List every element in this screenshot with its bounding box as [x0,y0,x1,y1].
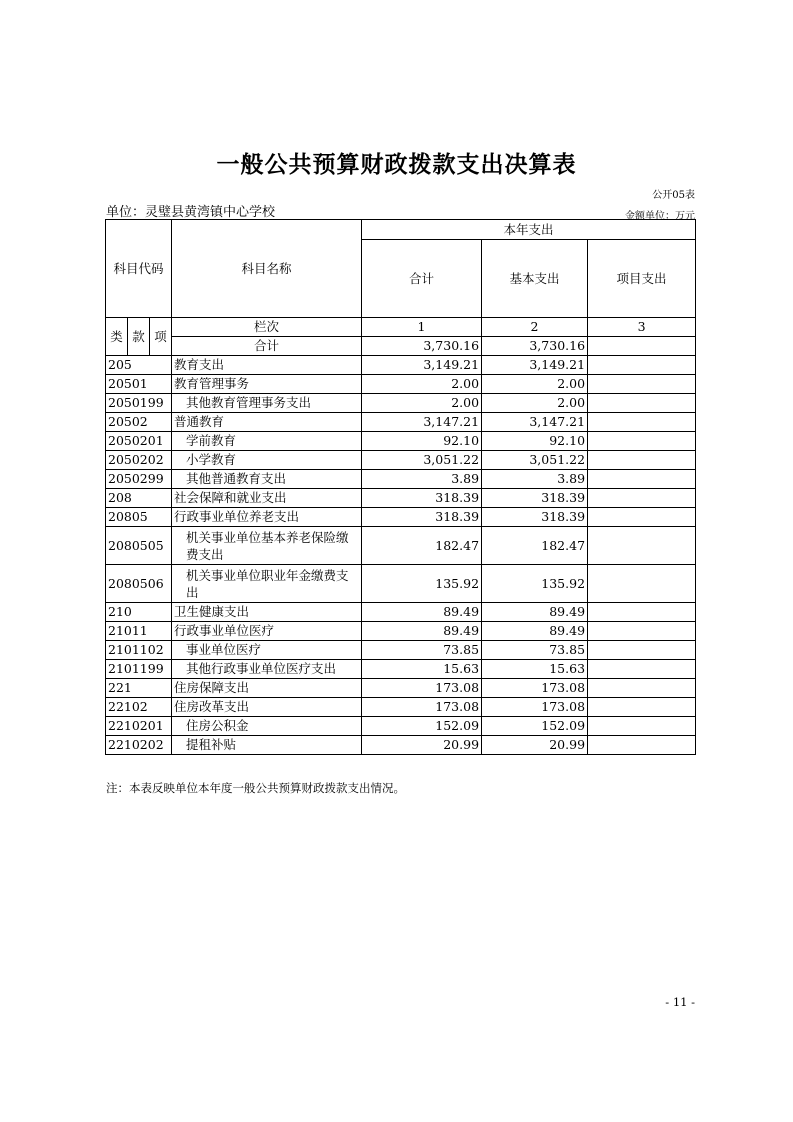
form-number: 公开05表 [652,190,695,201]
row-code: 20501 [106,375,172,394]
row-project [588,622,696,641]
row-code: 22102 [106,698,172,717]
table-row [106,527,696,565]
row-total: 135.92 [362,565,482,603]
row-name: 小学教育 [172,451,362,470]
row-basic: 135.92 [482,565,588,603]
row-basic: 182.47 [482,527,588,565]
column-number-3: 3 [588,318,696,337]
table-row [106,508,696,527]
row-total: 3,149.21 [362,356,482,375]
row-basic: 152.09 [482,717,588,736]
table-row [106,622,696,641]
row-code: 210 [106,603,172,622]
page-title: 一般公共预算财政拨款支出决算表 [216,152,577,178]
row-project [588,451,696,470]
row-name: 行政事业单位医疗 [172,622,362,641]
total-row-basic: 3,730.16 [482,337,588,356]
row-basic: 318.39 [482,508,588,527]
row-total: 3.89 [362,470,482,489]
row-project [588,375,696,394]
table-row [106,736,696,755]
row-project [588,413,696,432]
table-row [106,413,696,432]
row-name: 其他教育管理事务支出 [172,394,362,413]
footnote: 注：本表反映单位本年度一般公共预算财政拨款支出情况。 [106,781,405,795]
row-name: 机关事业单位基本养老保险缴费支出 [172,527,362,565]
row-name: 事业单位医疗 [172,641,362,660]
header-code: 科目代码 [106,220,172,318]
row-code: 2050299 [106,470,172,489]
row-total: 173.08 [362,679,482,698]
row-project [588,508,696,527]
total-row-label: 合计 [172,337,362,356]
row-code: 21011 [106,622,172,641]
row-total: 3,147.21 [362,413,482,432]
row-code: 20805 [106,508,172,527]
row-total: 318.39 [362,489,482,508]
row-total: 3,051.22 [362,451,482,470]
row-name: 其他普通教育支出 [172,470,362,489]
row-code: 2080505 [106,527,172,565]
row-code: 221 [106,679,172,698]
row-code: 2050202 [106,451,172,470]
row-code: 2210202 [106,736,172,755]
table-row [106,698,696,717]
header-total: 合计 [362,240,482,318]
row-code: 2050201 [106,432,172,451]
row-code: 2210201 [106,717,172,736]
row-name: 住房改革支出 [172,698,362,717]
header-name: 科目名称 [172,220,362,318]
row-basic: 15.63 [482,660,588,679]
row-name: 机关事业单位职业年金缴费支出 [172,565,362,603]
header-lei: 类 [106,318,128,356]
table-row [106,375,696,394]
total-row-total: 3,730.16 [362,337,482,356]
row-basic: 3.89 [482,470,588,489]
table-row [106,394,696,413]
page-number: - 11 - [665,995,695,1009]
row-total: 173.08 [362,698,482,717]
row-total: 318.39 [362,508,482,527]
row-basic: 173.08 [482,698,588,717]
header-this-year: 本年支出 [362,220,696,240]
row-project [588,660,696,679]
row-project [588,356,696,375]
row-project [588,603,696,622]
row-name: 行政事业单位养老支出 [172,508,362,527]
row-name: 住房公积金 [172,717,362,736]
table-row [106,641,696,660]
row-project [588,470,696,489]
row-total: 182.47 [362,527,482,565]
table-row [106,432,696,451]
row-basic: 3,147.21 [482,413,588,432]
row-name: 学前教育 [172,432,362,451]
money-unit-label: 金额单位：万元 [625,211,695,222]
row-total: 152.09 [362,717,482,736]
total-row-project [588,337,696,356]
row-basic: 73.85 [482,641,588,660]
row-code: 2101199 [106,660,172,679]
row-code: 208 [106,489,172,508]
row-basic: 2.00 [482,394,588,413]
row-name: 住房保障支出 [172,679,362,698]
row-basic: 89.49 [482,622,588,641]
row-project [588,736,696,755]
row-basic: 3,149.21 [482,356,588,375]
row-project [588,527,696,565]
row-total: 89.49 [362,622,482,641]
table-body [106,356,696,755]
row-project [588,432,696,451]
expenditure-table [105,219,696,755]
column-number-label: 栏次 [172,318,362,337]
unit-label: 单位：灵璧县黄湾镇中心学校 [106,205,276,220]
row-name: 其他行政事业单位医疗支出 [172,660,362,679]
header-basic: 基本支出 [482,240,588,318]
row-code: 205 [106,356,172,375]
row-basic: 20.99 [482,736,588,755]
row-basic: 173.08 [482,679,588,698]
row-code: 20502 [106,413,172,432]
row-project [588,565,696,603]
row-basic: 3,051.22 [482,451,588,470]
row-total: 15.63 [362,660,482,679]
row-name: 卫生健康支出 [172,603,362,622]
row-name: 社会保障和就业支出 [172,489,362,508]
row-name: 教育管理事务 [172,375,362,394]
row-project [588,489,696,508]
row-code: 2101102 [106,641,172,660]
row-basic: 318.39 [482,489,588,508]
table-row [106,451,696,470]
row-total: 20.99 [362,736,482,755]
column-number-2: 2 [482,318,588,337]
table-row [106,489,696,508]
column-number-1: 1 [362,318,482,337]
row-total: 2.00 [362,394,482,413]
row-project [588,717,696,736]
row-total: 2.00 [362,375,482,394]
header-kuan: 款 [128,318,150,356]
header-xiang: 项 [150,318,172,356]
table-row [106,717,696,736]
row-name: 教育支出 [172,356,362,375]
row-basic: 92.10 [482,432,588,451]
header-project: 项目支出 [588,240,696,318]
row-name: 提租补贴 [172,736,362,755]
row-basic: 2.00 [482,375,588,394]
row-project [588,641,696,660]
table-row [106,660,696,679]
row-total: 89.49 [362,603,482,622]
row-project [588,394,696,413]
table-row [106,565,696,603]
table-row [106,603,696,622]
row-name: 普通教育 [172,413,362,432]
row-project [588,679,696,698]
table-row [106,356,696,375]
row-code: 2080506 [106,565,172,603]
row-total: 92.10 [362,432,482,451]
row-basic: 89.49 [482,603,588,622]
row-total: 73.85 [362,641,482,660]
table-row [106,470,696,489]
row-project [588,698,696,717]
table-row [106,679,696,698]
row-code: 2050199 [106,394,172,413]
